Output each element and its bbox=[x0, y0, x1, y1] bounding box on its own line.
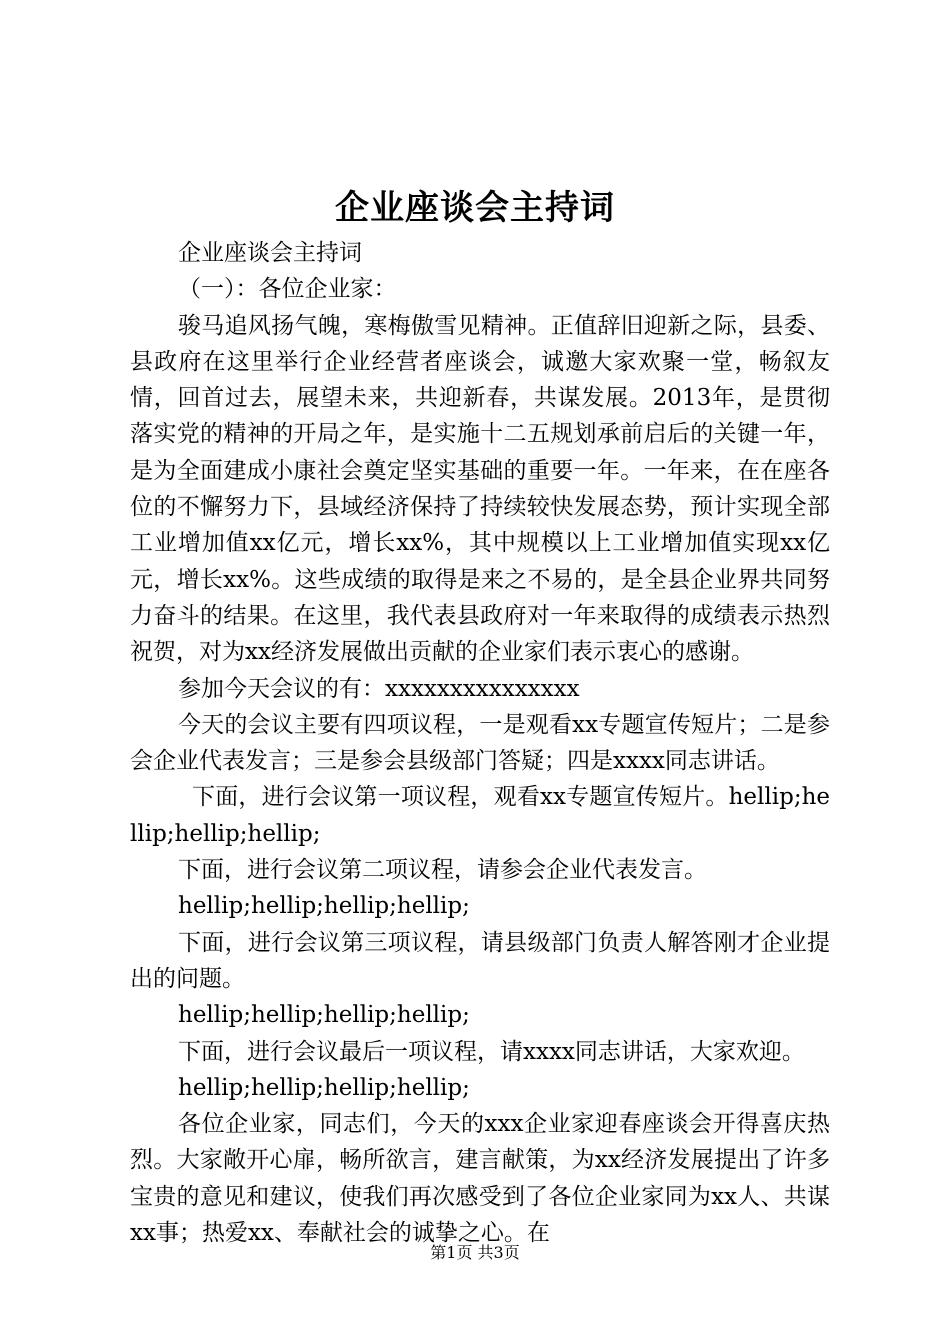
paragraph-agenda-item-3: 下面，进行会议第三项议程，请县级部门负责人解答刚才企业提出的问题。 bbox=[130, 929, 830, 992]
paragraph-closing: 各位企业家，同志们，今天的xxx企业家迎春座谈会开得喜庆热烈。大家敞开心扉，畅所欲言，建言献策，为xx经济发展提出了许多宝贵的意见和建议，使我们再次感受到了各位企业家同为xx人、共谋xx事；热爱xx、奉献社会的诚挚之心。在 bbox=[130, 1111, 830, 1247]
paragraph-salutation: （一）：各位企业家： bbox=[178, 276, 397, 303]
paragraph-subtitle: 企业座谈会主持词 bbox=[178, 240, 362, 266]
document-body bbox=[130, 235, 830, 1251]
paragraph-ellipsis: hellip;hellip;hellip;hellip; bbox=[178, 1002, 470, 1029]
paragraph-agenda: 今天的会议主要有四项议程，一是观看xx专题宣传短片；二是参会企业代表发言；三是参会县级部门答疑；四是xxxx同志讲话。 bbox=[130, 711, 830, 775]
paragraph-ellipsis: hellip;hellip;hellip;hellip; bbox=[178, 1074, 470, 1101]
paragraph-attendees: 参加今天会议的有：xxxxxxxxxxxxxxx bbox=[178, 675, 580, 702]
paragraph-agenda-item-2: 下面，进行会议第二项议程，请参会企业代表发言。 bbox=[178, 857, 707, 884]
paragraph-opening: 骏马追风扬气魄，寒梅傲雪见精神。正值辞旧迎新之际，县委、县政府在这里举行企业经营者座谈会，诚邀大家欢聚一堂，畅叙友情，回首过去，展望未来，共迎新春，共谋发展。2013年，是贯彻落实党的精神的开局之年，是实施十二五规划承前启后的关键一年，是为全面建成小康社会奠定坚实基础的重要一年。一年来，在在座各位的不懈努力下，县域经济保持了持续较快发展态势，预计实现全部工业增加值xx亿元，增长xx%，其中规模以上工业增加值实现xx亿元，增长xx%。这些成绩的取得是来之不易的，是全县企业界共同努力奋斗的结果。在这里，我代表县政府对一年来取得的成绩表示热烈祝贺，对为xx经济发展做出贡献的企业家们表示衷心的感谢。 bbox=[130, 312, 830, 666]
document-title: 企业座谈会主持词 bbox=[335, 188, 615, 228]
page-footer: 第1页 共3页 bbox=[430, 1243, 520, 1262]
paragraph-agenda-item-4: 下面，进行会议最后一项议程，请xxxx同志讲话，大家欢迎。 bbox=[178, 1038, 805, 1065]
paragraph-agenda-item-1: 下面，进行会议第一项议程，观看xx专题宣传短片。hellip;hellip;hellip;hellip; bbox=[130, 784, 830, 847]
paragraph-ellipsis: hellip;hellip;hellip;hellip; bbox=[178, 893, 470, 920]
